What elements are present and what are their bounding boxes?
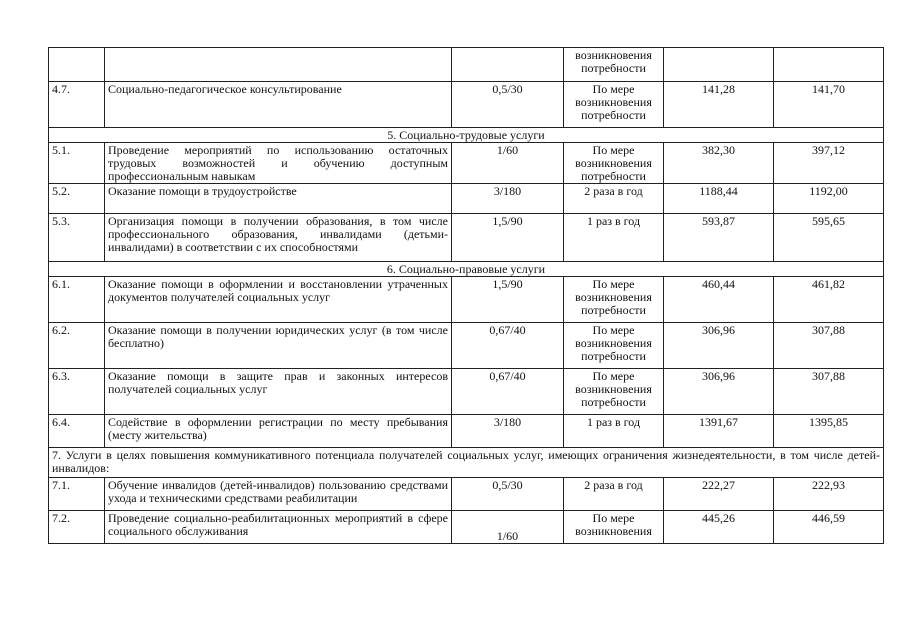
price-current-cell: 593,87: [664, 214, 774, 262]
frequency-cell: По мере возникновения потребности: [564, 143, 664, 184]
price-current-cell: 306,96: [664, 369, 774, 415]
table-row: [49, 415, 884, 448]
time-norm-cell: 3/180: [452, 415, 564, 448]
service-name-cell: Оказание помощи в трудоустройстве: [105, 184, 452, 214]
service-name-cell: Оказание помощи в оформлении и восстановлении утраченных документов получателей социальных услуг: [105, 277, 452, 323]
frequency-cell: 1 раз в год: [564, 214, 664, 262]
price-current-cell: [664, 48, 774, 82]
time-norm-cell: 3/180: [452, 184, 564, 214]
frequency-cell: 2 раза в год: [564, 478, 664, 511]
row-number-cell: 4.7.: [49, 82, 105, 128]
service-name-cell: Обучение инвалидов (детей-инвалидов) пользованию средствами ухода и техническими средствами реабилитации: [105, 478, 452, 511]
table-row: [49, 214, 884, 262]
section-header-row: [49, 128, 884, 143]
table-row: [49, 511, 884, 544]
time-norm-cell: 1,5/90: [452, 277, 564, 323]
price-new-cell: 307,88: [774, 369, 884, 415]
service-name-cell: [105, 48, 452, 82]
frequency-cell: По мере возникновения потребности: [564, 323, 664, 369]
service-name-cell: Организация помощи в получении образования, в том числе профессионального образования, инвалидами (детьми-инвалидами) в соответствии с их способностями: [105, 214, 452, 262]
time-norm-cell: [452, 48, 564, 82]
section-title: 5. Социально-трудовые услуги: [49, 128, 884, 143]
price-new-cell: 461,82: [774, 277, 884, 323]
table-row: [49, 478, 884, 511]
price-new-cell: 222,93: [774, 478, 884, 511]
service-name-cell: Проведение социально-реабилитационных мероприятий в сфере социального обслуживания: [105, 511, 452, 544]
table-row: [49, 82, 884, 128]
price-current-cell: 1188,44: [664, 184, 774, 214]
table-row: [49, 323, 884, 369]
row-number-cell: 5.3.: [49, 214, 105, 262]
row-number-cell: 5.2.: [49, 184, 105, 214]
frequency-cell: 1 раз в год: [564, 415, 664, 448]
price-new-cell: 595,65: [774, 214, 884, 262]
price-current-cell: 222,27: [664, 478, 774, 511]
section-header-row: [49, 448, 884, 478]
row-number-cell: 6.3.: [49, 369, 105, 415]
section-title: 7. Услуги в целях повышения коммуникативного потенциала получателей социальных услуг, имеющих ограничения жизнедеятельности, в том числе детей-инвалидов:: [49, 448, 884, 478]
frequency-cell: 2 раза в год: [564, 184, 664, 214]
table-row: [49, 369, 884, 415]
price-current-cell: 1391,67: [664, 415, 774, 448]
time-norm-cell: 1/60: [452, 143, 564, 184]
row-number-cell: 6.4.: [49, 415, 105, 448]
time-norm-cell: 0,5/30: [452, 82, 564, 128]
time-norm-cell: 0,67/40: [452, 323, 564, 369]
frequency-cell: По мере возникновения потребности: [564, 369, 664, 415]
row-number-cell: 5.1.: [49, 143, 105, 184]
price-new-cell: 397,12: [774, 143, 884, 184]
time-norm-cell: 0,67/40: [452, 369, 564, 415]
time-norm-cell: 0,5/30: [452, 478, 564, 511]
row-number-cell: [49, 48, 105, 82]
price-current-cell: 460,44: [664, 277, 774, 323]
row-number-cell: 6.2.: [49, 323, 105, 369]
price-new-cell: 1395,85: [774, 415, 884, 448]
price-new-cell: 446,59: [774, 511, 884, 544]
price-current-cell: 445,26: [664, 511, 774, 544]
price-new-cell: 1192,00: [774, 184, 884, 214]
table-row: [49, 184, 884, 214]
service-name-cell: Социально-педагогическое консультирование: [105, 82, 452, 128]
section-title: 6. Социально-правовые услуги: [49, 262, 884, 277]
services-tariff-table: [48, 47, 884, 544]
frequency-cell: По мере возникновения потребности: [564, 277, 664, 323]
section-header-row: [49, 262, 884, 277]
price-new-cell: 307,88: [774, 323, 884, 369]
table-row: [49, 143, 884, 184]
price-current-cell: 141,28: [664, 82, 774, 128]
frequency-cell: возникновения потребности: [564, 48, 664, 82]
frequency-cell: По мере возникновения: [564, 511, 664, 544]
service-name-cell: Оказание помощи в защите прав и законных интересов получателей социальных услуг: [105, 369, 452, 415]
price-new-cell: 141,70: [774, 82, 884, 128]
row-number-cell: 7.1.: [49, 478, 105, 511]
price-new-cell: [774, 48, 884, 82]
time-norm-cell: 1,5/90: [452, 214, 564, 262]
service-name-cell: Проведение мероприятий по использованию остаточных трудовых возможностей и обучению доступным профессиональным навыкам: [105, 143, 452, 184]
table-row: [49, 277, 884, 323]
price-current-cell: 306,96: [664, 323, 774, 369]
row-number-cell: 6.1.: [49, 277, 105, 323]
table-row: [49, 48, 884, 82]
row-number-cell: 7.2.: [49, 511, 105, 544]
service-name-cell: Оказание помощи в получении юридических услуг (в том числе бесплатно): [105, 323, 452, 369]
time-norm-cell: 1/60: [452, 511, 564, 544]
frequency-cell: По мере возникновения потребности: [564, 82, 664, 128]
service-name-cell: Содействие в оформлении регистрации по месту пребывания (месту жительства): [105, 415, 452, 448]
price-current-cell: 382,30: [664, 143, 774, 184]
